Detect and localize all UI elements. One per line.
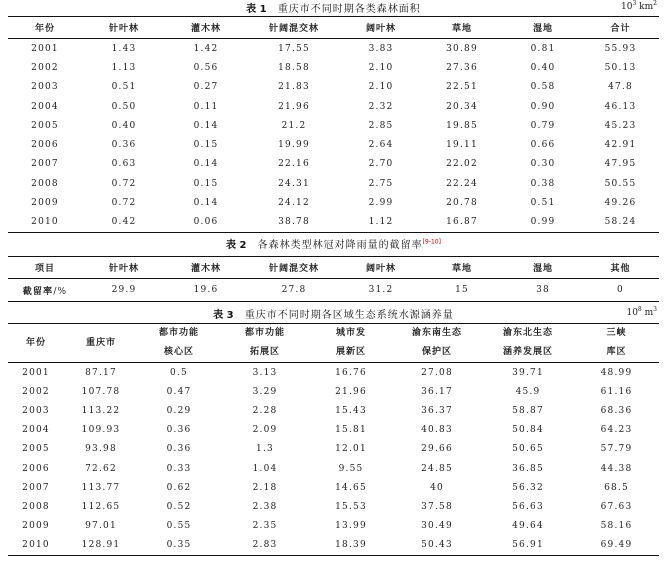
table-cell: 12.01 [335, 444, 367, 455]
table-cell: 0.14 [193, 120, 219, 131]
table-cell: 16.76 [335, 367, 367, 378]
table-cell: 49.64 [512, 521, 544, 532]
table-cell: 3.13 [252, 367, 278, 378]
table-cell: 22.24 [446, 178, 478, 189]
column-header: 展新区 [310, 343, 392, 363]
table-cell: 2002 [31, 62, 59, 73]
table-cell: 22.02 [446, 159, 478, 170]
table-cell: 36.85 [512, 463, 544, 474]
table-cell: 38.78 [278, 217, 310, 228]
table-cell: 40 [430, 482, 444, 493]
table-cell: 2010 [31, 217, 59, 228]
table-row [8, 459, 659, 478]
table-cell: 0.58 [530, 82, 556, 93]
column-header: 保护区 [392, 343, 482, 363]
table-cell: 14.65 [335, 482, 367, 493]
table-cell: 0.14 [193, 198, 219, 209]
table-cell: 0.90 [530, 101, 556, 112]
table-row [8, 58, 659, 77]
table-cell: 0.06 [193, 217, 219, 228]
table-cell: 2005 [31, 120, 59, 131]
table-cell: 93.98 [85, 444, 117, 455]
column-header: 都市功能 [158, 328, 199, 338]
table3-caption: 重庆市不同时期各区域生态系统水源涵养量 [244, 310, 454, 321]
table-cell: 21.2 [281, 120, 307, 131]
table3 [8, 323, 659, 556]
table-cell: 49.26 [604, 198, 637, 209]
table-row [8, 421, 659, 440]
table-cell: 2003 [31, 82, 59, 93]
table-cell: 0.72 [111, 198, 137, 209]
column-header: 拓展区 [220, 343, 310, 363]
table-cell: 47.8 [608, 82, 633, 93]
table-cell: 72.62 [85, 463, 117, 474]
table-row [8, 478, 659, 497]
column-header: 灌木林 [166, 17, 246, 39]
column-header: 年份 [8, 324, 64, 363]
table-cell: 64.23 [600, 425, 633, 436]
table-cell: 58.16 [600, 521, 633, 532]
table-cell: 2005 [22, 444, 50, 455]
table-cell: 2007 [22, 482, 50, 493]
table-cell: 27.08 [421, 367, 453, 378]
table-cell: 58.87 [512, 405, 544, 416]
table-cell: 46.13 [604, 101, 637, 112]
table-cell: 1.13 [111, 62, 137, 73]
table-cell: 3.29 [252, 386, 278, 397]
table-cell: 15.43 [335, 405, 367, 416]
table-cell: 0.63 [111, 159, 137, 170]
table-cell: 0.29 [166, 405, 192, 416]
table-cell: 2008 [31, 178, 59, 189]
table-cell: 18.58 [278, 62, 310, 73]
table-cell: 2009 [31, 198, 59, 209]
table-cell: 0.15 [193, 178, 219, 189]
table-cell: 58.24 [604, 217, 637, 228]
table-cell: 0.33 [166, 463, 192, 474]
table-cell: 24.31 [278, 178, 310, 189]
table-row [8, 401, 659, 420]
table-cell: 38 [536, 285, 550, 295]
table-cell: 61.16 [600, 386, 633, 397]
table-cell: 2.64 [368, 140, 394, 151]
table1-unit: $10^3$ $km^2$ [621, 0, 657, 12]
table-cell: 45.23 [604, 120, 637, 131]
column-header: 核心区 [138, 343, 220, 363]
table1 [8, 16, 659, 233]
table-cell: 24.85 [421, 463, 453, 474]
table-cell: 2.09 [252, 425, 278, 436]
table-cell: 19.99 [278, 140, 310, 151]
table-cell: 2001 [22, 367, 50, 378]
table-cell: 2.10 [368, 62, 394, 73]
table-cell: 1.3 [256, 444, 274, 455]
table-cell: 2.75 [368, 178, 394, 189]
column-header: 项目 [8, 257, 82, 279]
table-cell: 19.6 [193, 285, 219, 295]
table-cell: 1.43 [111, 43, 137, 54]
table-cell: 21.96 [278, 101, 310, 112]
table-cell: 2006 [22, 463, 50, 474]
column-header: 草地 [420, 17, 504, 39]
table-cell: 50.13 [604, 62, 637, 73]
table-cell: 0.36 [166, 444, 192, 455]
table-cell: 20.34 [446, 101, 478, 112]
column-header: 针叶林 [82, 17, 166, 39]
column-header: 三峡 [606, 328, 627, 338]
table-row [8, 174, 659, 193]
table-cell: 0.42 [111, 217, 137, 228]
table-cell: 21.83 [278, 82, 310, 93]
table-cell: 56.91 [512, 540, 544, 551]
table-cell: 2.10 [368, 82, 394, 93]
table-cell: 2.85 [368, 120, 394, 131]
table-row [8, 440, 659, 459]
table-cell: 0.55 [166, 521, 192, 532]
table-cell: 68.5 [604, 482, 629, 493]
table-cell: 45.9 [515, 386, 541, 397]
table-cell: 2004 [22, 425, 50, 436]
table-row [8, 155, 659, 174]
table-cell: 19.85 [446, 120, 478, 131]
table-cell: 0.27 [193, 82, 219, 93]
table-cell: 0.62 [166, 482, 192, 493]
row-label-cell: 截留率/% [22, 286, 68, 297]
table1-header-row [8, 17, 659, 39]
table-cell: 107.78 [81, 386, 121, 397]
column-header: 涵养发展区 [482, 343, 574, 363]
table-cell: 2006 [31, 140, 59, 151]
table-row [8, 536, 659, 556]
table-row [8, 97, 659, 116]
table-cell: 1.42 [193, 43, 219, 54]
table-cell: 1.04 [252, 463, 278, 474]
table-cell: 18.39 [335, 540, 367, 551]
table-cell: 50.84 [512, 425, 544, 436]
column-header: 针阔混交林 [246, 257, 342, 279]
table-row [8, 78, 659, 97]
table-cell: 13.99 [335, 521, 367, 532]
table-cell: 0.11 [193, 101, 219, 112]
table-row [8, 279, 659, 302]
table-cell: 0.52 [166, 501, 192, 512]
table2-caption: 各森林类型林冠对降雨量的截留率 [257, 240, 423, 251]
table-cell: 48.99 [600, 367, 633, 378]
table-cell: 0.51 [530, 198, 556, 209]
table-cell: 0.40 [111, 120, 137, 131]
column-header: 草地 [420, 257, 504, 279]
table-row [8, 213, 659, 233]
table-cell: 128.91 [81, 540, 121, 551]
column-header: 城市发 [335, 328, 366, 338]
table-cell: 22.51 [446, 82, 478, 93]
column-header: 年份 [8, 17, 82, 39]
column-header: 湿地 [504, 257, 582, 279]
table-row [8, 116, 659, 135]
table-cell: 15.53 [335, 501, 367, 512]
table-cell: 30.49 [421, 521, 453, 532]
column-header: 重庆市 [64, 324, 138, 363]
table3-header-row [8, 324, 659, 344]
table-cell: 2.38 [252, 501, 278, 512]
table-cell: 2.99 [368, 198, 394, 209]
table-cell: 2.32 [368, 101, 394, 112]
table-cell: 0.50 [111, 101, 137, 112]
table-cell: 2.83 [252, 540, 278, 551]
table-cell: 113.22 [81, 405, 121, 416]
table-cell: 0.66 [530, 140, 556, 151]
table-cell: 22.16 [278, 159, 310, 170]
table2-label: 表 2 [226, 240, 247, 251]
table-cell: 0.72 [111, 178, 137, 189]
table-cell: 0.40 [530, 62, 556, 73]
table-cell: 2008 [22, 501, 50, 512]
table1-caption: 重庆市不同时期各类森林面积 [277, 4, 421, 15]
column-header: 阔叶林 [342, 257, 420, 279]
table-cell: 109.93 [81, 425, 121, 436]
table-cell: 30.89 [446, 43, 478, 54]
table-cell: 36.17 [421, 386, 453, 397]
column-header: 库区 [574, 343, 659, 363]
table-cell: 27.36 [446, 62, 478, 73]
column-header: 湿地 [504, 17, 582, 39]
table-cell: 2007 [31, 159, 59, 170]
table-cell: 15.81 [335, 425, 367, 436]
table-cell: 15 [455, 285, 469, 295]
table-cell: 20.78 [446, 198, 478, 209]
table-cell: 0.79 [530, 120, 556, 131]
table-cell: 0.47 [166, 386, 192, 397]
table-cell: 87.17 [85, 367, 117, 378]
table2-ref: [9-10] [422, 238, 441, 246]
table-cell: 113.77 [81, 482, 121, 493]
table-cell: 29.66 [421, 444, 453, 455]
table-cell: 0.36 [166, 425, 192, 436]
table-cell: 42.91 [604, 140, 637, 151]
table-cell: 2.28 [252, 405, 278, 416]
table-cell: 0.36 [111, 140, 137, 151]
table-cell: 56.32 [512, 482, 544, 493]
table-cell: 2001 [31, 43, 59, 54]
table-cell: 0.99 [530, 217, 556, 228]
table-cell: 0.15 [193, 140, 219, 151]
table-cell: 0 [617, 285, 624, 295]
table-cell: 67.63 [600, 501, 633, 512]
table-cell: 2009 [22, 521, 50, 532]
table-cell: 97.01 [85, 521, 117, 532]
table-cell: 29.9 [111, 285, 137, 295]
column-header: 阔叶林 [342, 17, 420, 39]
table-cell: 0.56 [193, 62, 219, 73]
table3-label: 表 3 [213, 310, 234, 321]
table3-title [0, 306, 667, 321]
table-row [8, 193, 659, 212]
table-cell: 40.83 [421, 425, 453, 436]
table-cell: 0.81 [530, 43, 556, 54]
table-cell: 57.79 [600, 444, 633, 455]
table-cell: 36.37 [421, 405, 453, 416]
table2-header-row [8, 257, 659, 279]
column-header: 灌木林 [166, 257, 246, 279]
table-cell: 112.65 [81, 501, 121, 512]
table-cell: 69.49 [600, 540, 633, 551]
table-cell: 0.30 [530, 159, 556, 170]
table-cell: 68.36 [600, 405, 633, 416]
column-header: 针阔混交林 [246, 17, 342, 39]
table-cell: 19.11 [446, 140, 478, 151]
table-cell: 2.35 [252, 521, 278, 532]
table-row [8, 382, 659, 401]
table1-title [0, 0, 667, 15]
table-row [8, 135, 659, 154]
table-cell: 56.63 [512, 501, 544, 512]
table-cell: 27.8 [281, 285, 307, 295]
table-cell: 55.93 [604, 43, 637, 54]
table-cell: 0.5 [170, 367, 188, 378]
table-cell: 1.12 [368, 217, 394, 228]
table-cell: 0.51 [111, 82, 137, 93]
table-cell: 2.70 [368, 159, 394, 170]
table-cell: 21.96 [335, 386, 367, 397]
table-cell: 24.12 [278, 198, 310, 209]
table-cell: 37.58 [421, 501, 453, 512]
table-cell: 2010 [22, 540, 50, 551]
table-row [8, 517, 659, 536]
table-cell: 50.55 [604, 178, 637, 189]
table-cell: 2004 [31, 101, 59, 112]
table-cell: 2002 [22, 386, 50, 397]
table-cell: 50.43 [421, 540, 453, 551]
table-cell: 2003 [22, 405, 50, 416]
column-header: 针叶林 [82, 257, 166, 279]
table-cell: 31.2 [368, 285, 394, 295]
table-cell: 0.35 [166, 540, 192, 551]
table-cell: 3.83 [368, 43, 394, 54]
table-cell: 39.71 [512, 367, 544, 378]
column-header: 合计 [582, 17, 659, 39]
table-cell: 17.55 [278, 43, 310, 54]
column-header: 渝东北生态 [502, 328, 553, 338]
table-cell: 2.18 [252, 482, 278, 493]
table2-title [0, 236, 667, 251]
column-header: 渝东南生态 [411, 328, 462, 338]
table2 [8, 256, 659, 302]
table-cell: 50.65 [512, 444, 544, 455]
table-cell: 16.87 [446, 217, 478, 228]
table-cell: 47.95 [604, 159, 637, 170]
column-header: 都市功能 [244, 328, 285, 338]
table1-label: 表 1 [246, 4, 267, 15]
table-row [8, 363, 659, 383]
table-cell: 0.38 [530, 178, 556, 189]
table-cell: 9.55 [338, 463, 364, 474]
table3-unit: $10^8$ $m^3$ [626, 306, 657, 318]
table-row [8, 39, 659, 59]
column-header: 其他 [582, 257, 659, 279]
table-cell: 0.14 [193, 159, 219, 170]
table-row [8, 497, 659, 516]
table-cell: 44.38 [600, 463, 633, 474]
